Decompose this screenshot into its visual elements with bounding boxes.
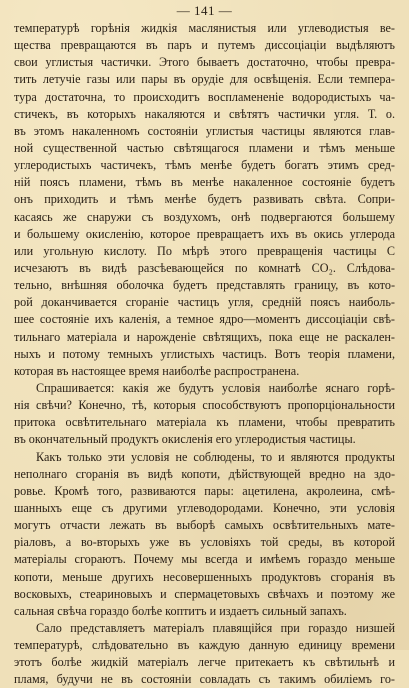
text-line: этотъ болѣе жидкій матеріалъ легче притекаетъ къ свѣтильнѣ и — [14, 655, 395, 670]
text-line: онъ приходить и тѣмъ менѣе будетъ развивать свѣта. Сопри- — [14, 192, 395, 207]
text-line: тельно, внѣшняя оболочка будетъ представлять границу, въ кото- — [14, 278, 395, 293]
text-line: ныхъ и потому темныхъ углистыхъ частицъ. Вотъ теорія пламени, — [14, 346, 395, 361]
text-line: стичекъ, въ которыхъ накаляются и свѣтятъ частички угля. Т. о. — [14, 106, 395, 121]
text-line: щества превращаются въ паръ и путемъ диссоціаціи выдѣляютъ — [14, 38, 395, 53]
text-line: восковыхъ, стеариновыхъ и спермацетовыхъ свѣчахъ и поэтому же — [14, 586, 395, 601]
text-line: притока освѣтительнаго матеріала къ пламени, чтобы превратить — [14, 415, 395, 430]
text-line: неполнаго сгоранія въ видѣ копоти, дѣйствующей вредно на здо- — [14, 466, 395, 481]
text-line: шее состояніе ихъ каленія, а темное ядро—моментъ диссоціаціи свѣ- — [14, 312, 395, 327]
text-line: температурѣ горѣнія жидкія маслянистыя или углеводистыя ве- — [14, 21, 395, 35]
text-line: могутъ отчасти лежать въ выборѣ самыхъ освѣтительныхъ мате- — [14, 518, 395, 533]
text-line: рой доканчивается сгораніе частицъ угля, средній поясъ наиболь- — [14, 295, 395, 310]
text-line: которая въ настоящее время наиболѣе распространена. — [14, 363, 300, 378]
text-line: температурѣ, слѣдовательно въ каждую данную единицу времени — [14, 638, 395, 653]
text-line: свои углистыя частички. Этого бываетъ достаточно, чтобы превра- — [14, 55, 395, 70]
text-line: нія свѣчи? Конечно, тѣ, которыя способствуютъ пропорціональности — [14, 398, 395, 413]
text-line: углеродистыхъ частичекъ, тѣмъ менѣе будетъ богатъ этимъ сред- — [14, 158, 395, 173]
text-line: тить летучіе газы или пары въ орудіе для освѣщенія. Если темпера- — [14, 72, 395, 87]
text-line: Спрашивается: какія же будутъ условія наиболѣе яснаго горѣ- — [36, 380, 395, 395]
text-line: сальная свѣча гораздо болѣе коптитъ и издаетъ сильный запахъ. — [14, 603, 347, 618]
text-line: копоти, меньше другихъ несовершенныхъ продуктовъ сгоранія въ — [14, 569, 395, 584]
text-line: ной существенной частью свѣтящагося пламени и тѣмъ меньше — [14, 140, 395, 155]
text-line: ріаловъ, а во-вторыхъ уже въ условіяхъ той среды, въ которой — [14, 535, 395, 550]
text-line: въ окончательный продуктъ окисленія его углеродистыя частицы. — [14, 432, 356, 447]
text-line: ровье. Кромѣ того, развиваются пары: ацетилена, акролеина, смѣ- — [14, 483, 395, 498]
text-line: или угольную кислоту. По мѣрѣ этого превращенія частицы С — [14, 243, 395, 258]
text-line: пламя, будучи не въ состояніи совладать съ такимъ обиліемъ го- — [14, 672, 395, 687]
text-line: касаясь же снаружи съ воздухомъ, онѣ подвергаются большему — [14, 209, 395, 224]
text-line: тильнаго матеріала и нарожденіе свѣтящихъ, пока еще не раскален- — [14, 329, 395, 344]
text-line: исчезаютъ въ видѣ разсѣевающейся по комнатѣ CO₂. Слѣдова- — [14, 260, 395, 275]
text-line: въ этомъ накаленномъ состояніи углистыя частицы являются глав- — [14, 123, 395, 138]
page-number: — 141 — — [176, 3, 233, 18]
text-line: и большему окисленію, которое превращаетъ ихъ въ окись углерода — [14, 226, 395, 241]
text-line: шанныхъ еще съ другими углеводородами. Конечно, эти условія — [14, 500, 395, 515]
text-line: ній поясъ пламени, тѣмъ въ менѣе накаленное состояніе будетъ — [14, 175, 395, 190]
text-line: Какъ только эти условія не соблюдены, то и являются продукты — [36, 449, 395, 464]
text-line: матеріалы сгораютъ. Почему мы всегда и имѣемъ гораздо меньше — [14, 552, 395, 567]
text-line: Сало представляетъ матеріалъ плавящійся при гораздо низшей — [36, 620, 395, 635]
body-text — [14, 20, 395, 688]
text-line: тура достаточна, то происходитъ воспламененіе водородистыхъ ча- — [14, 89, 395, 104]
